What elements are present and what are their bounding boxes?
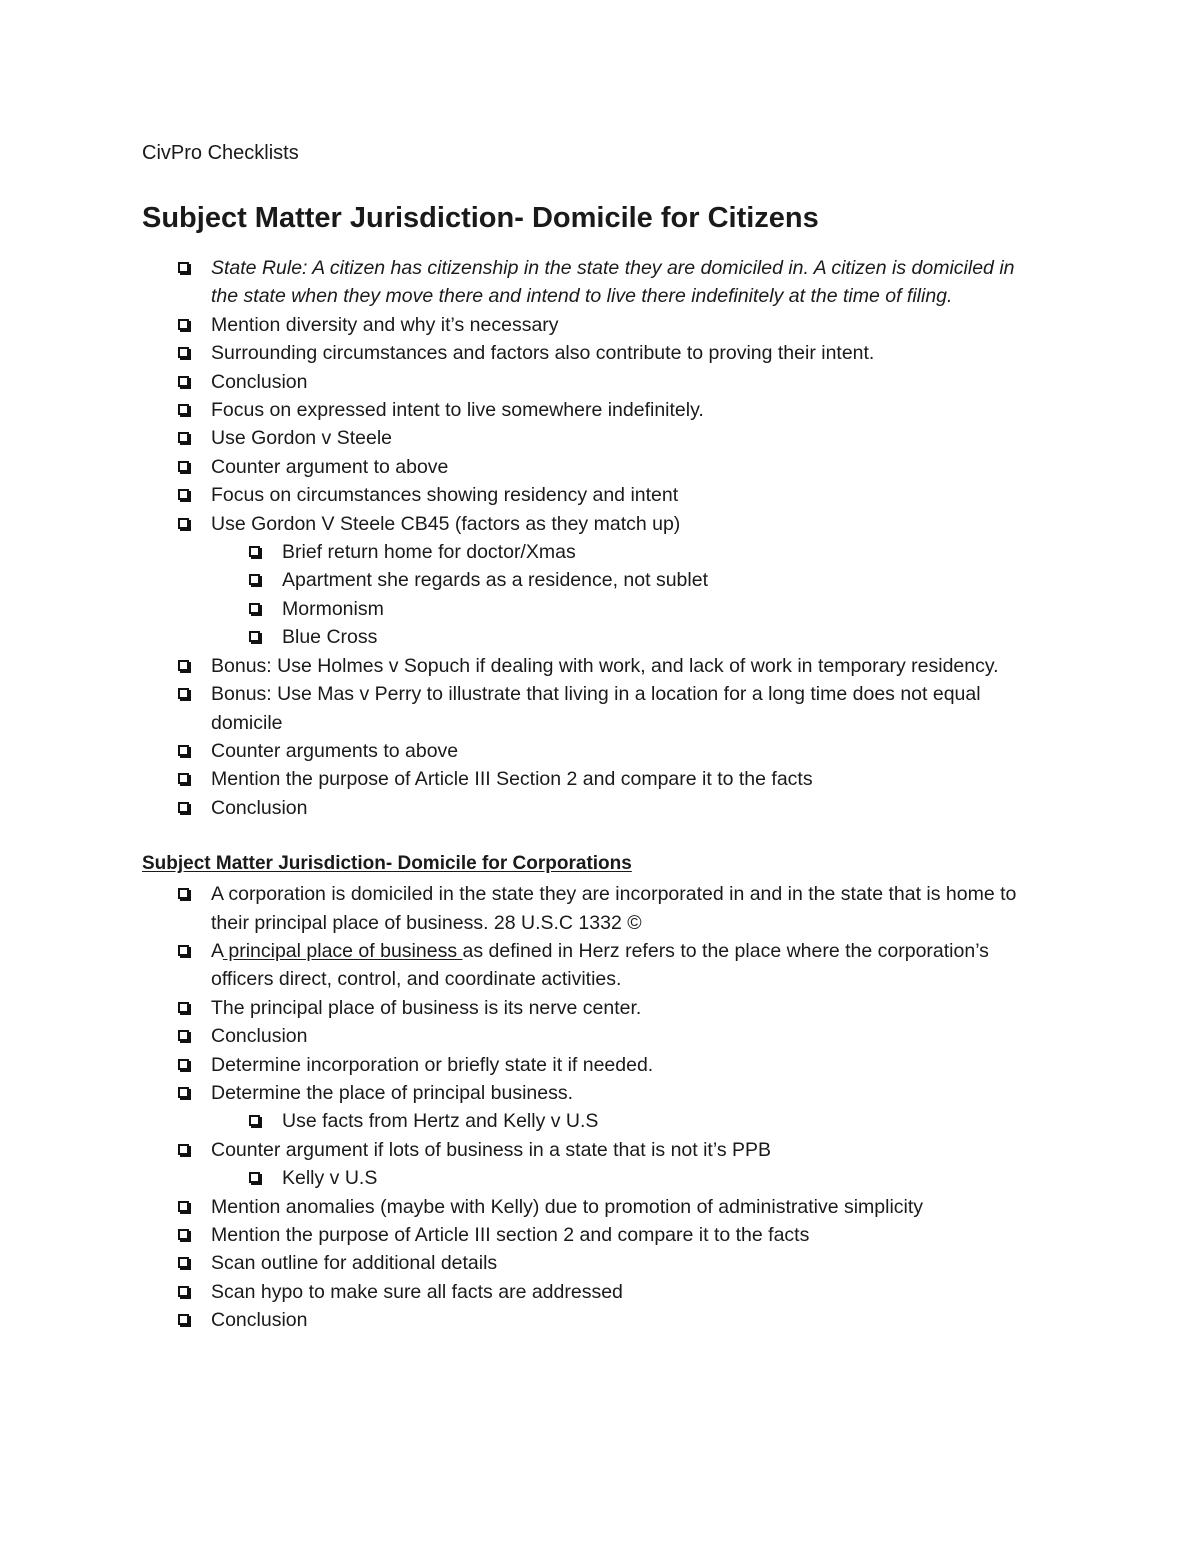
checkbox-icon[interactable] bbox=[178, 319, 189, 330]
checkbox-icon[interactable] bbox=[178, 262, 189, 273]
checkbox-icon[interactable] bbox=[249, 546, 260, 557]
checklist-item bbox=[142, 368, 1042, 396]
checklist-item bbox=[142, 1051, 1042, 1079]
checklist-item bbox=[142, 937, 1042, 994]
checklist-subitem bbox=[142, 566, 1042, 594]
checkbox-icon[interactable] bbox=[178, 1087, 189, 1098]
checklist-item-text: The principal place of business is its nerve center. bbox=[211, 996, 642, 1019]
checkbox-icon[interactable] bbox=[178, 376, 189, 387]
checklist-item bbox=[142, 1193, 1042, 1221]
checklist-item-text: Use facts from Hertz and Kelly v U.S bbox=[282, 1110, 599, 1133]
checklist-subitem bbox=[142, 538, 1042, 566]
checklist-item-text: Bonus: Use Holmes v Sopuch if dealing with work, and lack of work in temporary residency. bbox=[211, 654, 999, 677]
checklist-item-text: Determine incorporation or briefly state it if needed. bbox=[211, 1053, 654, 1076]
checklist-item-text: Bonus: Use Mas v Perry to illustrate that living in a location for a long time does not equal domicile bbox=[211, 683, 981, 734]
checkbox-icon[interactable] bbox=[178, 1059, 189, 1070]
checkbox-icon[interactable] bbox=[178, 518, 189, 529]
checklist-item bbox=[142, 1079, 1042, 1107]
checkbox-icon[interactable] bbox=[249, 1115, 260, 1126]
checkbox-icon[interactable] bbox=[178, 1286, 189, 1297]
checklist-item-text: Apartment she regards as a residence, not sublet bbox=[282, 569, 708, 592]
checklist-item-text: Counter arguments to above bbox=[211, 739, 459, 762]
checklist-item bbox=[142, 1022, 1042, 1050]
checklist-item bbox=[142, 254, 1042, 311]
checkbox-icon[interactable] bbox=[178, 945, 189, 956]
checklist-item-text: A corporation is domiciled in the state they are incorporated in and in the state that is home to their principal place of business. 28 U.S.C 1332 © bbox=[211, 883, 1017, 934]
section-heading-corporations: Subject Matter Jurisdiction- Domicile for Corporations bbox=[142, 853, 632, 875]
checklist-item bbox=[142, 652, 1042, 680]
checklist-item-text: Counter argument if lots of business in a state that is not it’s PPB bbox=[211, 1138, 772, 1161]
checklist-item-text: Conclusion bbox=[211, 1309, 308, 1332]
checklist-item bbox=[142, 1136, 1042, 1164]
checkbox-icon[interactable] bbox=[178, 1201, 189, 1212]
checkbox-icon[interactable] bbox=[178, 489, 189, 500]
checklist-item-text: Mention the purpose of Article III Section 2 and compare it to the facts bbox=[211, 768, 813, 791]
checklist-item-text: Conclusion bbox=[211, 1025, 308, 1048]
checkbox-icon[interactable] bbox=[178, 745, 189, 756]
checkbox-icon[interactable] bbox=[249, 603, 260, 614]
checkbox-icon[interactable] bbox=[178, 802, 189, 813]
checklist-item bbox=[142, 510, 1042, 538]
checklist-item-text: Use Gordon v Steele bbox=[211, 427, 393, 450]
checklist-item-text: Blue Cross bbox=[282, 626, 378, 649]
checkbox-icon[interactable] bbox=[178, 688, 189, 699]
checkbox-icon[interactable] bbox=[178, 404, 189, 415]
checklist-item-text: Mention diversity and why it’s necessary bbox=[211, 313, 559, 336]
checkbox-icon[interactable] bbox=[249, 574, 260, 585]
checkbox-icon[interactable] bbox=[249, 1172, 260, 1183]
document-page bbox=[142, 138, 1042, 1335]
checkbox-icon[interactable] bbox=[178, 1229, 189, 1240]
checklist-item bbox=[142, 339, 1042, 367]
checkbox-icon[interactable] bbox=[178, 1314, 189, 1325]
checklist-item-text: Counter argument to above bbox=[211, 455, 449, 478]
checkbox-icon[interactable] bbox=[178, 432, 189, 443]
checkbox-icon[interactable] bbox=[249, 631, 260, 642]
checklist-item-text: Mention anomalies (maybe with Kelly) due to promotion of administrative simplicity bbox=[211, 1195, 924, 1218]
checklist-item bbox=[142, 1278, 1042, 1306]
checklist-subitem bbox=[142, 623, 1042, 651]
checkbox-icon[interactable] bbox=[178, 1002, 189, 1013]
checklist-item bbox=[142, 880, 1042, 937]
checkbox-icon[interactable] bbox=[178, 1257, 189, 1268]
section-heading-citizens: Subject Matter Jurisdiction- Domicile for Citizens bbox=[142, 202, 819, 234]
corporations-checklist bbox=[142, 880, 1042, 1335]
checklist-item bbox=[142, 396, 1042, 424]
citizens-checklist bbox=[142, 254, 1042, 822]
checklist-item-text: Scan hypo to make sure all facts are addressed bbox=[211, 1280, 623, 1303]
checklist-item-text: Scan outline for additional details bbox=[211, 1252, 498, 1275]
checklist-item-text: Mention the purpose of Article III section 2 and compare it to the facts bbox=[211, 1224, 810, 1246]
text-before: A bbox=[211, 939, 223, 962]
checkbox-icon[interactable] bbox=[178, 1144, 189, 1155]
checklist-item bbox=[142, 994, 1042, 1022]
checklist-item bbox=[142, 1306, 1042, 1334]
underlined-term: principal place of business bbox=[222, 939, 463, 962]
checklist-item-text: Determine the place of principal business. bbox=[211, 1081, 574, 1104]
checkbox-icon[interactable] bbox=[178, 347, 189, 358]
checkbox-icon[interactable] bbox=[178, 461, 189, 472]
checkbox-icon[interactable] bbox=[178, 660, 189, 671]
checklist-item bbox=[142, 481, 1042, 509]
checklist-item-text: Kelly v U.S bbox=[282, 1167, 378, 1190]
checklist-subitem bbox=[142, 595, 1042, 623]
document-title: CivPro Checklists bbox=[142, 142, 299, 164]
text-after: as defined in Herz refers to the place where the corporation’s officers direct, control, and coordinate activities. bbox=[211, 939, 989, 991]
checklist-item bbox=[142, 765, 1042, 793]
checklist-item-text: Conclusion bbox=[211, 370, 308, 393]
checklist-item-text: Focus on expressed intent to live somewhere indefinitely. bbox=[211, 399, 704, 422]
checklist-item bbox=[142, 794, 1042, 822]
checklist-item bbox=[142, 311, 1042, 339]
checklist-item bbox=[142, 737, 1042, 765]
checklist-item-text: Mormonism bbox=[282, 597, 384, 620]
checklist-item-text: Brief return home for doctor/Xmas bbox=[282, 541, 576, 564]
checklist-item-text bbox=[211, 940, 989, 990]
checkbox-icon[interactable] bbox=[178, 888, 189, 899]
checklist-item-text: Use Gordon V Steele CB45 (factors as they match up) bbox=[211, 512, 681, 535]
checklist-item bbox=[142, 1221, 1042, 1249]
checklist-item-text: Surrounding circumstances and factors also contribute to proving their intent. bbox=[211, 342, 875, 365]
checklist-item bbox=[142, 680, 1042, 737]
checklist-subitem bbox=[142, 1107, 1042, 1135]
checklist-item-text: Conclusion bbox=[211, 796, 308, 819]
checklist-item-text: State Rule: A citizen has citizenship in the state they are domiciled in. A citizen is domiciled in the state when they move there and intend to live there indefinitely at the time of filing. bbox=[211, 257, 1015, 308]
checklist-item-text: Focus on circumstances showing residency and intent bbox=[211, 484, 679, 507]
checkbox-icon[interactable] bbox=[178, 1030, 189, 1041]
checklist-item bbox=[142, 424, 1042, 452]
checkbox-icon[interactable] bbox=[178, 773, 189, 784]
checklist-subitem bbox=[142, 1164, 1042, 1192]
checklist-item bbox=[142, 453, 1042, 481]
checklist-item bbox=[142, 1249, 1042, 1277]
